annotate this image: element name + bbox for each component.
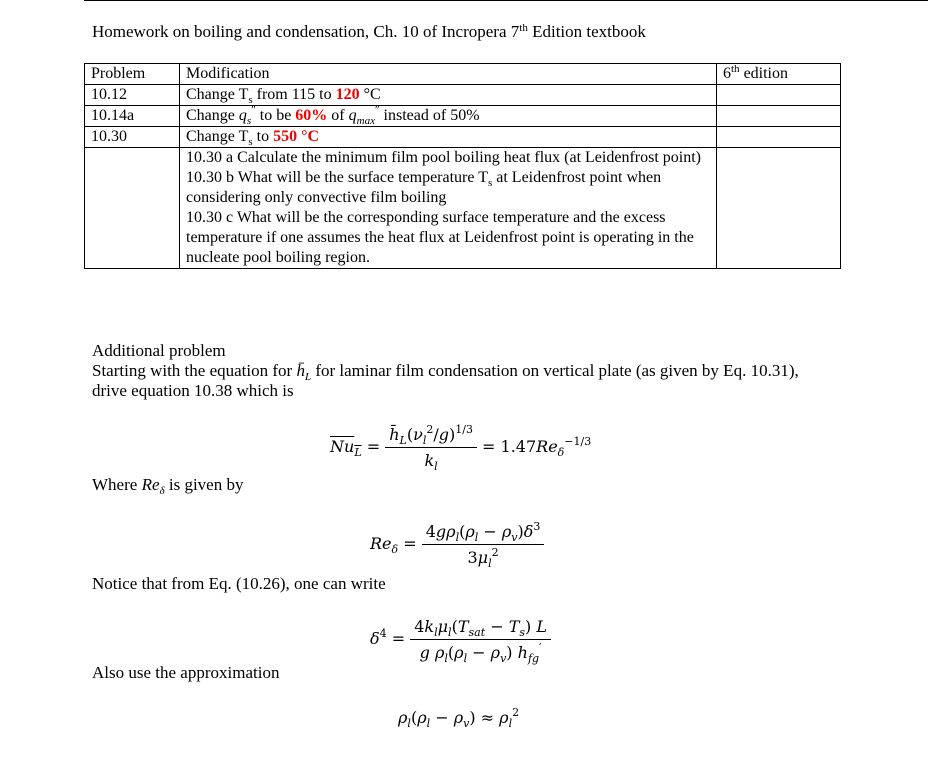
question-10-30b: 10.30 b What will be the surface temperature $T_s$ at Leidenfrost point when considering only convective film boiling	[186, 169, 662, 206]
table-row	[85, 148, 841, 269]
question-10-30a: 10.30 a Calculate the minimum film pool boiling heat flux (at Leidenfrost point)	[186, 149, 701, 166]
additional-statement: Starting with the equation for $h̄_L$ for laminar film condensation on vertical plate (as given by Eq. 10.31), drive equation 10.38 which is	[92, 361, 799, 400]
notice-text: Notice that from Eq. (10.26), one can write	[92, 574, 386, 593]
equation-reynolds: $Re_\delta$ = $\frac{4g\rho_l(\rho_l - \rho_v)\delta^3}{3\mu_l^2}$	[370, 522, 544, 567]
table-header-row	[85, 64, 841, 85]
question-10-30c: 10.30 c What will be the corresponding surface temperature and the excess temperature if one assumes the heat flux at Leidenfrost point is operating in the nucleate pool boiling region.	[186, 209, 694, 266]
where-text: Where $Re_\delta$ is given by	[92, 475, 244, 497]
equation-nusselt: $Nu_L$ = $\frac{h̄_L(\nu_l^2/g)^{1/3}}{k_l}$ = $1.47Re_\delta^{-1/3}$	[330, 423, 592, 473]
header-6th-edition: 6th edition	[717, 64, 841, 85]
modification-cell: Change $T_s$ from 115 to 120 °C	[180, 85, 717, 106]
additional-problem	[92, 341, 812, 401]
additional-heading: Additional problem	[92, 341, 226, 360]
table-row	[85, 127, 841, 148]
edition-cell	[717, 85, 841, 106]
edition-cell	[717, 148, 841, 269]
modification-cell: Change $q_s''$ to be 60% of $q_{max}''$ instead of 50%	[180, 106, 717, 127]
equation-approximation: $\rho_l(\rho_l - \rho_v) \approx \rho_l^2$	[398, 706, 520, 730]
modification-table	[84, 63, 841, 269]
table-row	[85, 85, 841, 106]
problem-cell: 10.12	[85, 85, 180, 106]
document-title: Homework on boiling and condensation, Ch. 10 of Incropera 7th Edition textbook	[92, 22, 646, 41]
modification-cell: Change $T_s$ to 550 °C	[180, 127, 717, 148]
problem-cell: 10.14a	[85, 106, 180, 127]
modification-cell	[180, 148, 717, 269]
header-problem: Problem	[85, 64, 180, 85]
equation-film-thickness: $\delta^4$ = $\frac{4k_l\mu_l(T_{sat} - T_s) L}{g \rho_l(\rho_l - \rho_v) h_{fg}'}$	[370, 617, 551, 662]
table-row	[85, 106, 841, 127]
header-modification: Modification	[180, 64, 717, 85]
edition-cell	[717, 127, 841, 148]
page-top-rule	[84, 0, 928, 1]
edition-cell	[717, 106, 841, 127]
problem-cell	[85, 148, 180, 269]
problem-cell: 10.30	[85, 127, 180, 148]
approximation-text: Also use the approximation	[92, 663, 280, 682]
